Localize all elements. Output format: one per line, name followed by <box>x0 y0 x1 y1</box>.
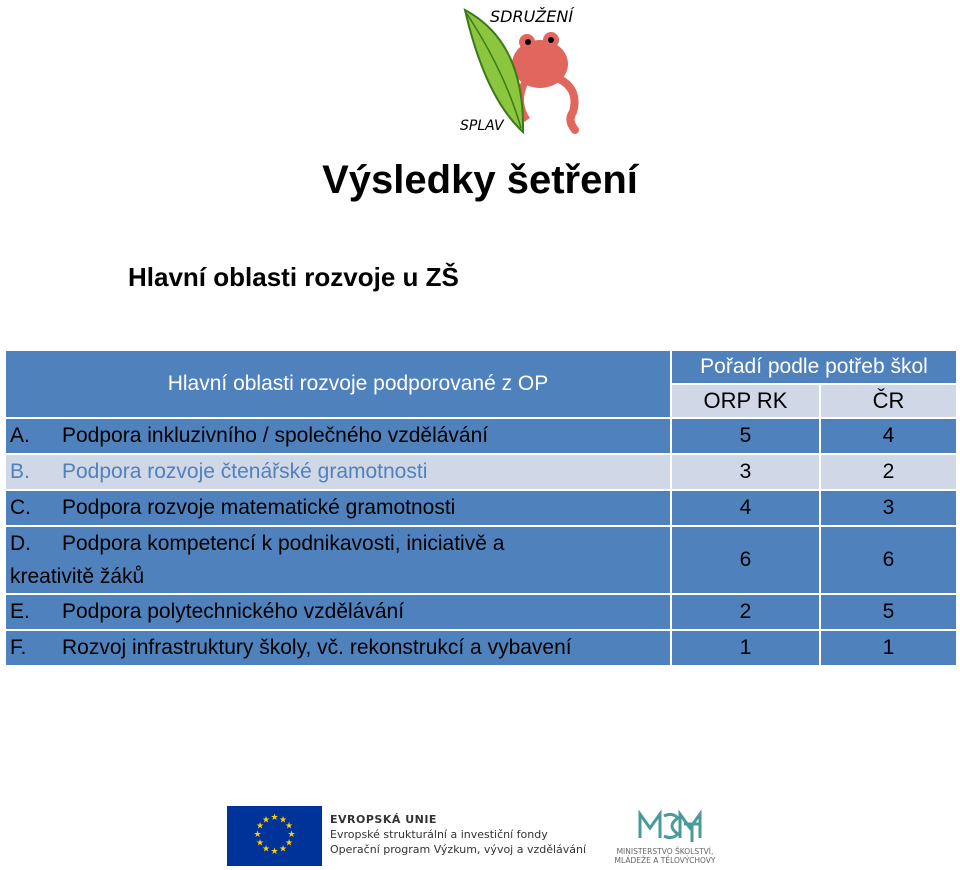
eu-line2: Evropské strukturální a investiční fondy <box>330 828 548 841</box>
row-cr-value: 1 <box>820 630 957 666</box>
row-text: Podpora polytechnického vzdělávání <box>62 600 405 623</box>
msmt-line1: MINISTERSTVO ŠKOLSTVÍ, <box>616 847 714 856</box>
table-row <box>5 594 957 630</box>
svg-text:★: ★ <box>261 844 271 855</box>
header-group: Pořadí podle potřeb škol <box>671 350 957 384</box>
header-main: Hlavní oblasti rozvoje podporované z OP <box>5 350 671 418</box>
table-row <box>5 454 957 490</box>
row-cr-value: 6 <box>820 526 957 594</box>
header-col-orp: ORP RK <box>671 384 820 418</box>
row-orp-value: 1 <box>671 630 820 666</box>
row-text: Podpora rozvoje čtenářské gramotnosti <box>62 460 428 483</box>
row-letter: C. <box>10 496 31 519</box>
row-text: Rozvoj infrastruktury školy, vč. rekonstrukcí a vybavení <box>62 636 572 659</box>
row-orp-value: 6 <box>671 526 820 594</box>
table-row <box>5 630 957 666</box>
svg-text:★: ★ <box>284 838 294 849</box>
svg-text:★: ★ <box>287 830 296 840</box>
msmt-line2: MLÁDEŽE A TĚLOVÝCHOVY <box>614 856 716 865</box>
row-text-line2: kreativitě žáků <box>10 565 145 588</box>
row-orp-value: 2 <box>671 594 820 630</box>
table-row <box>5 418 957 454</box>
row-letter: E. <box>10 600 30 623</box>
logo-bottom-text: SPLAV <box>460 118 504 134</box>
results-table <box>4 349 958 667</box>
row-cr-value: 5 <box>820 594 957 630</box>
page-title: Výsledky šetření <box>322 158 638 202</box>
row-orp-value: 5 <box>671 418 820 454</box>
sdruzeni-splav-logo <box>455 2 605 142</box>
svg-text:★: ★ <box>270 813 279 823</box>
svg-text:★: ★ <box>253 830 262 840</box>
svg-text:★: ★ <box>278 815 288 826</box>
row-cr-value: 3 <box>820 490 957 526</box>
row-text: Podpora inkluzivního / společného vzdělávání <box>62 424 489 447</box>
table-row <box>5 490 957 526</box>
row-text-line1: Podpora kompetencí k podnikavosti, iniciativě a <box>62 532 505 555</box>
row-letter: B. <box>10 460 30 483</box>
eu-line3: Operační program Výzkum, vývoj a vzdělávání <box>330 843 587 856</box>
row-cr-value: 2 <box>820 454 957 490</box>
leaf-icon <box>465 10 523 132</box>
table-header-row <box>5 350 957 384</box>
row-cr-value: 4 <box>820 418 957 454</box>
svg-text:★: ★ <box>278 844 288 855</box>
msmt-logo <box>600 808 730 868</box>
svg-text:★: ★ <box>261 815 271 826</box>
row-orp-value: 3 <box>671 454 820 490</box>
row-letter: A. <box>10 424 30 447</box>
eu-line1: EVROPSKÁ UNIE <box>330 813 437 826</box>
page-subtitle: Hlavní oblasti rozvoje u ZŠ <box>128 262 459 292</box>
row-letter: D. <box>10 532 31 555</box>
eu-text <box>330 812 586 857</box>
table-row <box>5 526 957 594</box>
row-orp-value: 4 <box>671 490 820 526</box>
svg-text:★: ★ <box>270 847 279 857</box>
eu-flag-icon <box>227 806 322 866</box>
svg-text:★: ★ <box>284 821 294 832</box>
header-col-cr: ČR <box>820 384 957 418</box>
svg-text:★: ★ <box>255 838 265 849</box>
row-text: Podpora rozvoje matematické gramotnosti <box>62 496 456 519</box>
svg-text:★: ★ <box>255 821 265 832</box>
logo-top-text: SDRUŽENÍ <box>490 7 574 26</box>
row-letter: F. <box>10 636 27 659</box>
